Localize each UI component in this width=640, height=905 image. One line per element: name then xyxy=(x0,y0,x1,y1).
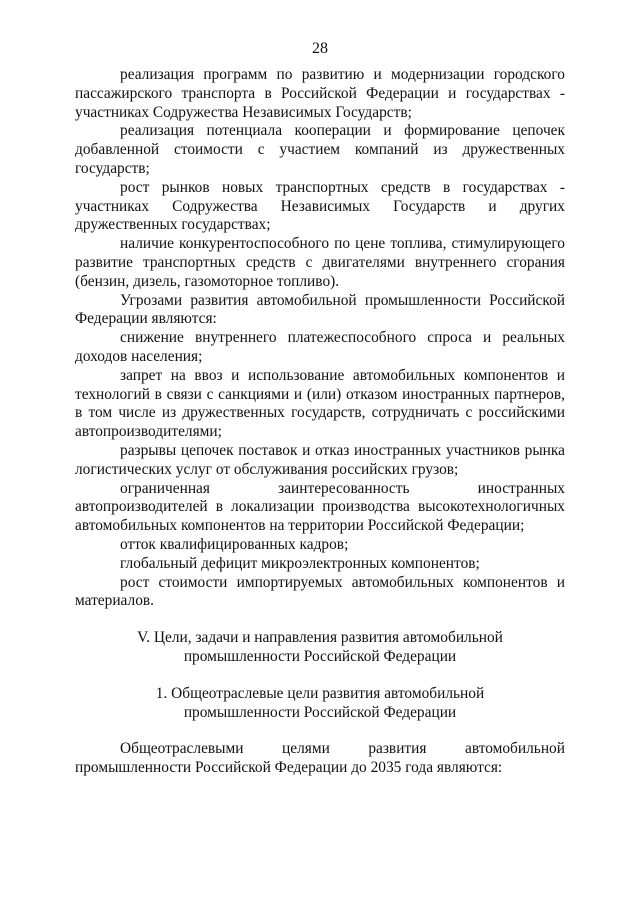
subsection-heading xyxy=(75,685,565,723)
paragraph: глобальный дефицит микроэлектронных компонентов; xyxy=(120,554,480,572)
section-heading xyxy=(75,629,565,667)
paragraph: запрет на ввоз и использование автомобильных компонентов и технологий в связи с санкциями и (или) отказом иностранных партнеров, в том числе из дружественных государств, сотрудничать с российскими автопроизводителями; xyxy=(75,366,565,441)
paragraph: Угрозами развития автомобильной промышленности Российской Федерации являются: xyxy=(75,291,565,328)
paragraph: разрывы цепочек поставок и отказ иностранных участников рынка логистических услуг от обслуживания российских грузов; xyxy=(75,441,565,478)
closing-paragraph: Общеотраслевыми целями развития автомобильной промышленности Российской Федерации до 2035 года являются: xyxy=(75,740,565,777)
subsection-heading-line: 1. Общеотраслевые цели развития автомобильной xyxy=(155,684,485,702)
paragraph: реализация программ по развитию и модернизации городского пассажирского транспорта в Российской Федерации и государствах - участниках Содружества Независимых Государств; xyxy=(75,66,565,121)
section-heading-line: промышленности Российской Федерации xyxy=(183,647,457,665)
paragraph: реализация потенциала кооперации и формирование цепочек добавленной стоимости с участием компаний из дружественных государств; xyxy=(75,122,565,177)
document-body xyxy=(75,66,565,778)
paragraph: рост стоимости импортируемых автомобильных компонентов и материалов. xyxy=(75,573,565,610)
paragraph: отток квалифицированных кадров; xyxy=(120,535,349,553)
section-heading-line: V. Цели, задачи и направления развития автомобильной xyxy=(137,629,503,647)
paragraph: ограниченная заинтересованность иностранных автопроизводителей в локализации производства высокотехнологичных автомобильных компонентов на территории Российской Федерации; xyxy=(75,479,565,535)
subsection-heading-line: промышленности Российской Федерации xyxy=(183,703,457,721)
paragraph: рост рынков новых транспортных средств в государствах - участниках Содружества Независимых Государств и других дружественных государствах; xyxy=(75,178,565,234)
paragraph: снижение внутреннего платежеспособного спроса и реальных доходов населения; xyxy=(75,329,565,365)
page-number: 28 xyxy=(312,40,328,57)
paragraph: наличие конкурентоспособного по цене топлива, стимулирующего развитие транспортных средств с двигателями внутреннего сгорания (бензин, дизель, газомоторное топливо). xyxy=(75,235,565,290)
